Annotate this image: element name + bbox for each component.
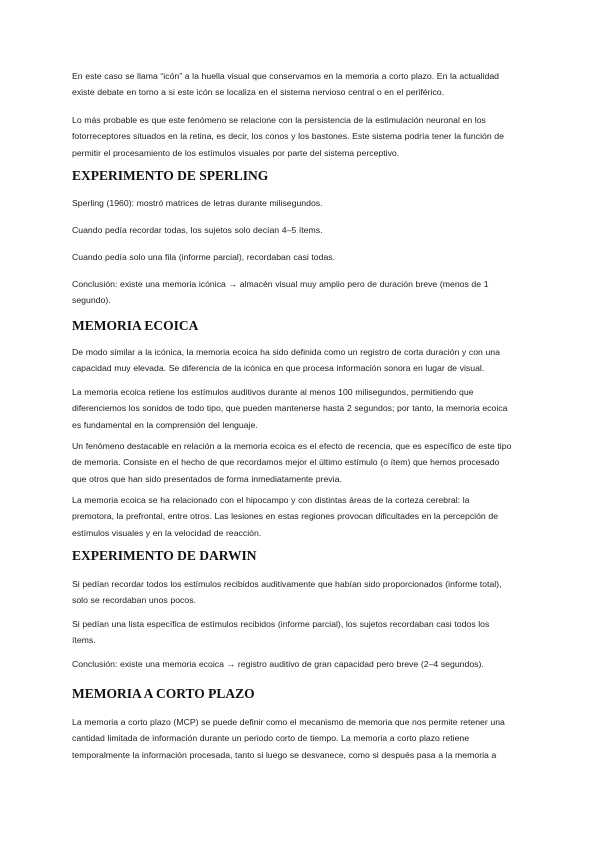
ecoica-paragraph-1: De modo similar a la icónica, la memoria ecoica ha sido definida como un registro de corta duración y con una capacidad muy elevada. Se diferencia de la icónica en que procesa información sonora en lugar de visual. <box>72 347 500 374</box>
darwin-paragraph-1: Si pedían recordar todos los estímulos recibidos auditivamente que habían sido proporcionados (informe total), solo se recordaban unos pocos. <box>72 579 502 606</box>
section-heading-sperling: EXPERIMENTO DE SPERLING <box>72 168 269 183</box>
darwin-paragraph-3: Conclusión: existe una memoria ecoica → registro auditivo de gran capacidad pero breve (2–4 segundos). <box>72 659 484 669</box>
section-heading-ecoica: MEMORIA ECOICA <box>72 318 199 333</box>
sperling-paragraph-1: Sperling (1960): mostró matrices de letras durante milisegundos. <box>72 198 323 208</box>
sperling-paragraph-2: Cuando pedía recordar todas, los sujetos solo decían 4–5 ítems. <box>72 225 323 235</box>
corto-plazo-paragraph-1: La memoria a corto plazo (MCP) se puede definir como el mecanismo de memoria que nos permite retener una cantidad limitada de información durante un periodo corto de tiempo. La memoria a corto plazo retiene temporalmente la información procesada, tanto si luego se desvanece, como si después pasa a la memoria a <box>72 717 505 760</box>
intro-paragraph-1: En este caso se llama “icón” a la huella visual que conservamos en la memoria a corto plazo. En la actualidad existe debate en torno a si este icón se localiza en el sistema nervioso central o en el periférico. <box>72 71 500 98</box>
section-heading-corto-plazo: MEMORIA A CORTO PLAZO <box>72 686 255 701</box>
section-heading-darwin: EXPERIMENTO DE DARWIN <box>72 548 257 563</box>
ecoica-paragraph-4: La memoria ecoica se ha relacionado con el hipocampo y con distintas áreas de la corteza cerebral: la premotora, la prefrontal, entre otros. Las lesiones en estas regiones provocan dificultades en la percepción de estímulos visuales y en la velocidad de reacción. <box>72 495 499 538</box>
ecoica-paragraph-2: La memoria ecoica retiene los estímulos auditivos durante al menos 100 milisegundos, permitiendo que diferenciemos los sonidos de todo tipo, que pueden mantenerse hasta 2 segundos; por tanto, la memoria ecoica es fundamental en la comprensión del lenguaje. <box>72 387 508 430</box>
ecoica-paragraph-3: Un fenómeno destacable en relación a la memoria ecoica es el efecto de recencia, que es específico de este tipo de memoria. Consiste en el hecho de que recordamos mejor el último estímulo (o ítem) que hemos procesado que otros que han sido presentados de forma inmediatamente previa. <box>72 441 512 484</box>
sperling-paragraph-3: Cuando pedía solo una fila (informe parcial), recordaban casi todas. <box>72 252 336 262</box>
intro-paragraph-2: Lo más probable es que este fenómeno se relacione con la persistencia de la estimulación neuronal en los fotorreceptores situados en la retina, es decir, los conos y los bastones. Este sistema podría tener la función de permitir el procesamiento de los estímulos visuales por parte del sistema perceptivo. <box>72 115 504 158</box>
darwin-paragraph-2: Si pedían una lista específica de estímulos recibidos (informe parcial), los sujetos recordaban casi todos los ítems. <box>72 619 490 646</box>
sperling-paragraph-4: Conclusión: existe una memoria icónica → almacén visual muy amplio pero de duración breve (menos de 1 segundo). <box>72 279 489 306</box>
